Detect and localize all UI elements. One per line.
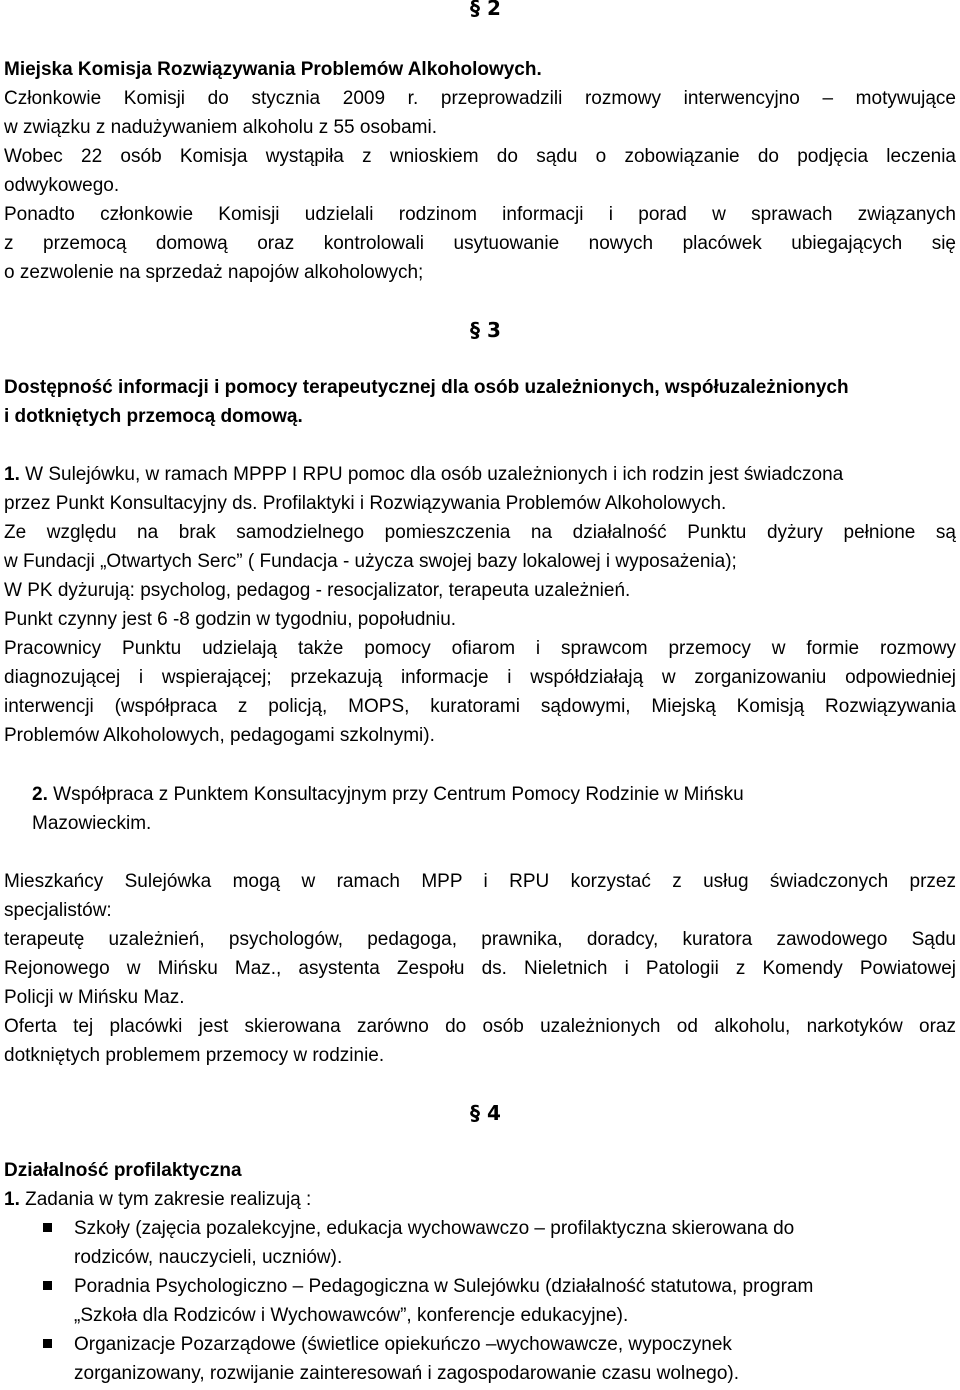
- text-line: Policji w Mińsku Maz.: [4, 987, 185, 1008]
- text-line: Rejonowego w Mińsku Maz., asystenta Zespołu ds. Nieletnich i Patologii z Komendy Powiatowej: [4, 958, 956, 979]
- text-line: zorganizowany, rozwijanie zainteresowań i zagospodarowanie czasu wolnego).: [74, 1363, 740, 1384]
- text-line: Pracownicy Punktu udzielają także pomocy ofiarom i sprawcom przemocy w formie rozmowy: [4, 638, 956, 659]
- text-line: Wobec 22 osób Komisja wystąpiła z wnioskiem do sądu o zobowiązanie do podjęcia leczenia: [4, 146, 956, 167]
- text-line: w Fundacji „Otwartych Serc” ( Fundacja - użycza swojej bazy lokalowej i wyposażenia);: [4, 551, 737, 572]
- text-line: Oferta tej placówki jest skierowana zarówno do osób uzależnionych od alkoholu, narkotyków oraz: [4, 1016, 956, 1037]
- text-line: Organizacje Pozarządowe (świetlice opiekuńczo –wychowawcze, wypoczynek: [74, 1334, 732, 1355]
- text-line: rodziców, nauczycieli, uczniów).: [74, 1247, 343, 1268]
- text-line: Ze względu na brak samodzielnego pomieszczenia na działalność Punktu dyżury pełnione są: [4, 522, 956, 543]
- section-3-heading: § 3: [470, 318, 501, 342]
- text-line: Ponadto członkowie Komisji udzielali rodzinom informacji i porad w sprawach związanych: [4, 204, 956, 225]
- text-line: Współpraca z Punktem Konsultacyjnym przy Centrum Pomocy Rodzinie w Mińsku: [47, 784, 744, 805]
- text-line: Problemów Alkoholowych, pedagogami szkolnymi).: [4, 725, 435, 746]
- prevention-heading-block: [4, 1156, 956, 1214]
- text-line: Zadania w tym zakresie realizują :: [19, 1189, 312, 1210]
- section-2-heading: § 2: [470, 0, 501, 20]
- text-line: odwykowego.: [4, 175, 120, 196]
- bullet-list: [4, 1214, 956, 1388]
- list-item: [4, 1272, 956, 1330]
- availability-heading: [4, 373, 956, 431]
- prevention-heading: Działalność profilaktyczna: [4, 1160, 242, 1181]
- text-line: Mazowieckim.: [32, 813, 152, 834]
- text-line: dotkniętych problemem przemocy w rodzinie.: [4, 1045, 385, 1066]
- section-4-heading: § 4: [470, 1101, 501, 1125]
- point-number: 1.: [4, 464, 20, 485]
- text-line: Mieszkańcy Sulejówka mogą w ramach MPP i RPU korzystać z usług świadczonych przez: [4, 871, 956, 892]
- point-number: 1.: [4, 1189, 20, 1210]
- bullet-square-icon: [43, 1223, 52, 1232]
- point-2-paragraph: [4, 780, 956, 838]
- text-line: w związku z nadużywaniem alkoholu z 55 osobami.: [4, 117, 437, 138]
- text-line: „Szkoła dla Rodziców i Wychowawców”, konferencje edukacyjne).: [74, 1305, 629, 1326]
- commission-heading: Miejska Komisja Rozwiązywania Problemów Alkoholowych.: [4, 59, 542, 80]
- bullet-square-icon: [43, 1339, 52, 1348]
- text-line: W PK dyżurują: psycholog, pedagog - resocjalizator, terapeuta uzależnień.: [4, 580, 631, 601]
- text-line: Członkowie Komisji do stycznia 2009 r. przeprowadzili rozmowy interwencyjno – motywujące: [4, 88, 956, 109]
- text-line: z przemocą domową oraz kontrolowali usytuowanie nowych placówek ubiegających się: [4, 233, 956, 254]
- commission-paragraph: [4, 55, 956, 287]
- residents-paragraph: [4, 867, 956, 1070]
- text-line: W Sulejówku, w ramach MPPP I RPU pomoc dla osób uzależnionych i ich rodzin jest świadczona: [19, 464, 844, 485]
- text-line: Szkoły (zajęcia pozalekcyjne, edukacja wychowawczo – profilaktyczna skierowana do: [74, 1218, 795, 1239]
- text-line: specjalistów:: [4, 900, 112, 921]
- heading-line: Dostępność informacji i pomocy terapeutycznej dla osób uzależnionych, współuzależnionych: [4, 377, 849, 398]
- text-line: przez Punkt Konsultacyjny ds. Profilaktyki i Rozwiązywania Problemów Alkoholowych.: [4, 493, 727, 514]
- text-line: diagnozującej i wspierającej; przekazują informacje i współdziałają w zorganizowaniu odpowiedniej: [4, 667, 956, 688]
- text-line: terapeutę uzależnień, psychologów, pedagoga, prawnika, doradcy, kuratora zawodowego Sądu: [4, 929, 956, 950]
- point-1-paragraph: [4, 460, 956, 750]
- text-line: Punkt czynny jest 6 -8 godzin w tygodniu, popołudniu.: [4, 609, 457, 630]
- list-item: [4, 1330, 956, 1388]
- heading-line: i dotkniętych przemocą domową.: [4, 406, 303, 427]
- bullet-square-icon: [43, 1281, 52, 1290]
- text-line: Poradnia Psychologiczno – Pedagogiczna w Sulejówku (działalność statutowa, program: [74, 1276, 814, 1297]
- point-number: 2.: [32, 784, 48, 805]
- text-line: o zezwolenie na sprzedaż napojów alkoholowych;: [4, 262, 424, 283]
- text-line: interwencji (współpraca z policją, MOPS, kuratorami sądowymi, Miejską Komisją Rozwiązywania: [4, 696, 956, 717]
- list-item: [4, 1214, 956, 1272]
